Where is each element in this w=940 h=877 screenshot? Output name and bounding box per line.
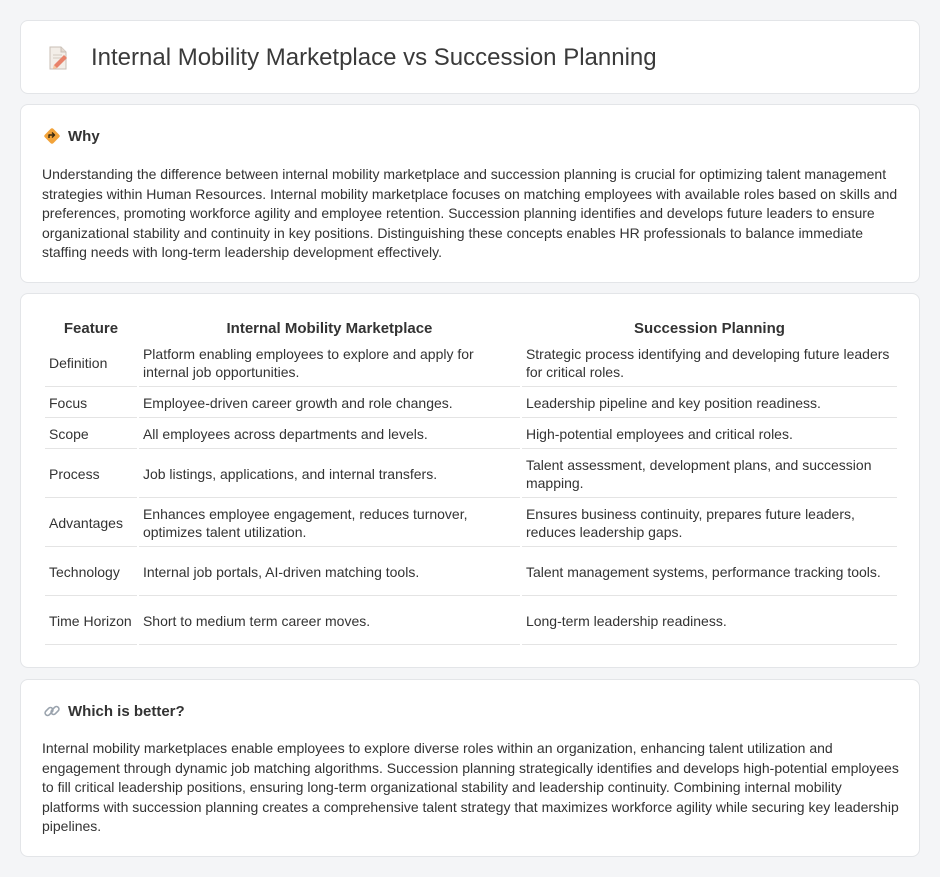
row-feature: Advantages bbox=[45, 500, 137, 547]
better-title: Which is better? bbox=[68, 702, 185, 720]
row-succession-planning: Ensures business continuity, prepares future leaders, reduces leadership gaps. bbox=[522, 500, 897, 547]
row-internal-mobility: Short to medium term career moves. bbox=[139, 598, 520, 645]
row-internal-mobility: All employees across departments and levels. bbox=[139, 420, 520, 449]
table-row bbox=[45, 451, 897, 498]
title-card bbox=[20, 20, 920, 94]
row-feature: Definition bbox=[45, 340, 137, 387]
header-internal-mobility: Internal Mobility Marketplace bbox=[226, 319, 433, 337]
row-succession-planning: Strategic process identifying and developing future leaders for critical roles. bbox=[522, 340, 897, 387]
why-text: Understanding the difference between internal mobility marketplace and succession planning is crucial for optimizing talent management strategies within Human Resources. Internal mobility marketplace focuses on matching employees with available roles based on skills and preferences, promoting workforce agility and employee retention. Succession planning identifies and develops future leaders to ensure organizational stability and continuity in key positions. Distinguishing these concepts enables HR professionals to balance immediate staffing needs with long-term leadership development effectively. bbox=[42, 166, 898, 261]
row-succession-planning: Talent management systems, performance tracking tools. bbox=[522, 549, 897, 596]
better-heading bbox=[43, 702, 185, 720]
link-icon bbox=[43, 702, 61, 720]
row-succession-planning: Long-term leadership readiness. bbox=[522, 598, 897, 645]
table-row bbox=[45, 598, 897, 645]
page-title: Internal Mobility Marketplace vs Succession Planning bbox=[91, 44, 657, 71]
row-internal-mobility: Platform enabling employees to explore and apply for internal job opportunities. bbox=[139, 340, 520, 387]
row-internal-mobility: Enhances employee engagement, reduces turnover, optimizes talent utilization. bbox=[139, 500, 520, 547]
comparison-table bbox=[43, 316, 899, 647]
row-feature: Scope bbox=[45, 420, 137, 449]
header-succession-planning: Succession Planning bbox=[634, 319, 785, 337]
why-title: Why bbox=[68, 127, 100, 145]
diamond-directions-icon bbox=[43, 127, 61, 145]
why-heading bbox=[43, 127, 100, 145]
why-section bbox=[20, 104, 920, 283]
better-text: Internal mobility marketplaces enable employees to explore diverse roles within an organization, enhancing talent utilization and engagement through dynamic job matching algorithms. Succession planning strategically identifies and develops high-potential employees to fill critical leadership positions, ensuring long-term organizational stability and leadership continuity. Combining internal mobility platforms with succession planning creates a comprehensive talent strategy that maximizes workforce agility while securing key leadership pipelines. bbox=[42, 740, 899, 835]
row-internal-mobility: Internal job portals, AI-driven matching tools. bbox=[139, 549, 520, 596]
row-feature: Technology bbox=[45, 549, 137, 596]
row-succession-planning: Leadership pipeline and key position readiness. bbox=[522, 389, 897, 418]
row-internal-mobility: Employee-driven career growth and role changes. bbox=[139, 389, 520, 418]
table-row bbox=[45, 340, 897, 387]
table-row bbox=[45, 389, 897, 418]
row-succession-planning: High-potential employees and critical roles. bbox=[522, 420, 897, 449]
header-feature: Feature bbox=[63, 319, 119, 337]
row-internal-mobility: Job listings, applications, and internal transfers. bbox=[139, 451, 520, 498]
table-row bbox=[45, 500, 897, 547]
row-feature: Time Horizon bbox=[45, 598, 137, 645]
title-row bbox=[45, 41, 657, 75]
document-pencil-icon bbox=[45, 45, 71, 71]
table-header-row bbox=[45, 318, 897, 338]
which-is-better-section bbox=[20, 679, 920, 857]
row-feature: Focus bbox=[45, 389, 137, 418]
table-row bbox=[45, 420, 897, 449]
table-row bbox=[45, 549, 897, 596]
row-succession-planning: Talent assessment, development plans, and succession mapping. bbox=[522, 451, 897, 498]
comparison-section bbox=[20, 293, 920, 668]
row-feature: Process bbox=[45, 451, 137, 498]
